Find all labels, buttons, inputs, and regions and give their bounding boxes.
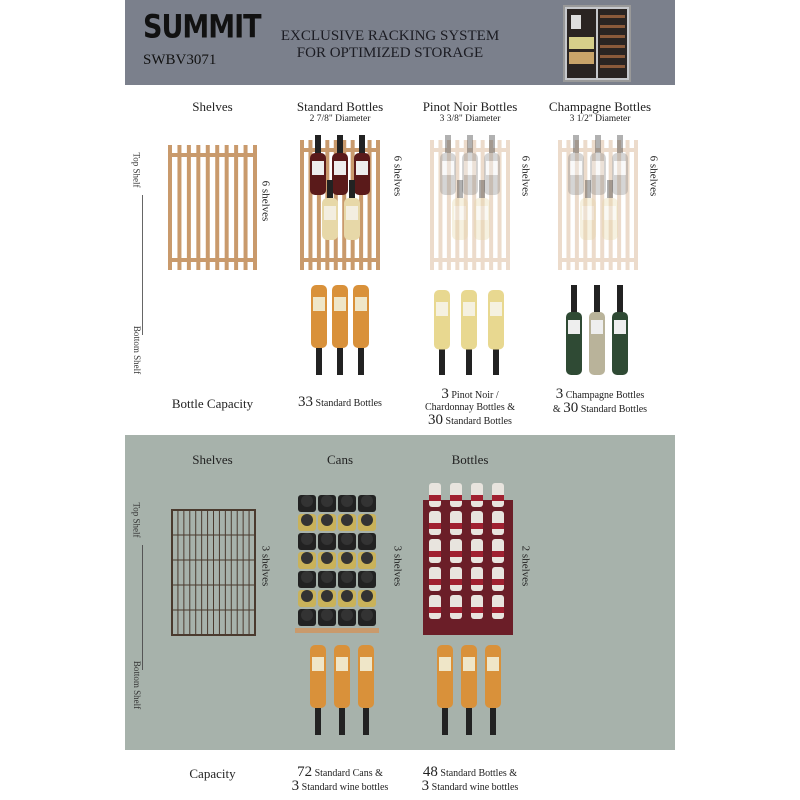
bottle-label <box>355 297 367 311</box>
column-title-shelves: Shelves <box>192 99 233 114</box>
bottle-body <box>358 645 374 708</box>
shelf-count: 6 shelves <box>647 155 660 197</box>
rack-rail <box>560 258 636 262</box>
bottle <box>437 645 453 735</box>
soda-label <box>471 579 483 585</box>
can-top <box>341 609 353 621</box>
rack-slat <box>300 140 304 270</box>
bottle-neck <box>585 180 591 198</box>
column-title-cans: Cans <box>327 452 353 467</box>
wood-rack <box>168 145 257 270</box>
can-top <box>341 552 353 564</box>
bottle-body <box>461 645 477 708</box>
soda-label <box>429 523 441 529</box>
bottle-neck <box>363 708 369 735</box>
bottle <box>488 290 504 375</box>
soda-label <box>450 579 462 585</box>
bottle-neck <box>337 135 343 153</box>
bottle <box>358 645 374 735</box>
can-top <box>341 590 353 602</box>
rack-slat <box>253 145 257 270</box>
bottle-label <box>487 657 499 671</box>
bottle-label <box>312 657 324 671</box>
can-top <box>301 571 313 583</box>
can-top <box>341 571 353 583</box>
count: 30 <box>563 400 579 416</box>
bottle <box>461 645 477 735</box>
bottle <box>311 285 327 375</box>
column-title-shelves: Shelves <box>192 452 233 467</box>
capacity-bottles <box>410 766 530 794</box>
text: Standard Bottles <box>580 404 648 415</box>
soda-label <box>471 495 483 501</box>
brand-logo: SUMMIT <box>143 8 261 47</box>
can-top <box>301 609 313 621</box>
headline <box>250 28 530 62</box>
bottle-label <box>360 657 372 671</box>
bottle-label <box>442 161 454 175</box>
can-top <box>321 590 333 602</box>
can-top <box>321 495 333 507</box>
bottle <box>461 290 477 375</box>
bottle-body <box>332 285 348 348</box>
bottle-neck <box>466 708 472 735</box>
count: 3 <box>291 778 300 794</box>
bottle-label <box>312 161 324 175</box>
bottle-label <box>591 320 603 334</box>
bottle-neck <box>466 350 472 376</box>
soda-label <box>471 607 483 613</box>
bottle-label <box>336 657 348 671</box>
bottle-label <box>570 161 582 175</box>
bottle-neck <box>467 135 473 153</box>
soda-label <box>429 551 441 557</box>
bottle-body <box>334 645 350 708</box>
bottle-neck <box>339 708 345 735</box>
beverage-capacity-label: Capacity <box>189 766 236 781</box>
rack-rail <box>170 153 255 157</box>
shelf-count: 6 shelves <box>259 180 272 222</box>
rack-slat <box>206 145 210 270</box>
rack-slat <box>168 145 172 270</box>
soda-label <box>429 495 441 501</box>
bottle-neck <box>573 135 579 153</box>
soda-label <box>471 523 483 529</box>
bottle-label <box>568 320 580 334</box>
subtitle: 3 3/8" Diameter <box>439 114 501 124</box>
bottle-neck <box>489 135 495 153</box>
bottle-label <box>324 206 336 220</box>
bottle <box>334 645 350 735</box>
bottom-shelf-label: Bottom Shelf <box>132 325 143 375</box>
bottle-neck <box>617 285 623 312</box>
bottle <box>332 285 348 375</box>
can-top <box>321 571 333 583</box>
soda-label <box>492 579 504 585</box>
bottle <box>566 285 582 375</box>
count: 33 <box>298 394 314 410</box>
bottle-body <box>434 290 450 350</box>
can-top <box>361 571 373 583</box>
soda-label <box>492 495 504 501</box>
soda-label <box>492 607 504 613</box>
capacity-champagne <box>540 388 660 416</box>
rack-rail <box>302 258 378 262</box>
text: Standard wine bottles <box>301 782 389 793</box>
bottle-neck <box>349 180 355 198</box>
rack-slat <box>187 145 191 270</box>
headline-line-1: EXCLUSIVE RACKING SYSTEM <box>280 28 500 44</box>
bottle-label <box>313 297 325 311</box>
can-rack-base <box>295 628 379 633</box>
can-top <box>361 552 373 564</box>
title: Pinot Noir Bottles <box>422 99 518 114</box>
bottle-label <box>463 657 475 671</box>
bottle-neck <box>358 348 364 375</box>
capacity-label: Bottle Capacity <box>171 396 254 411</box>
bottle-label <box>334 161 346 175</box>
bottle <box>353 285 369 375</box>
bottle-neck <box>359 135 365 153</box>
bottle-neck <box>442 708 448 735</box>
bottle-label <box>604 206 616 220</box>
shelf-count: 6 shelves <box>391 155 404 197</box>
can-top <box>301 552 313 564</box>
text: Pinot Noir / <box>451 390 499 401</box>
can-top <box>321 552 333 564</box>
headline-line-2: FOR OPTIMIZED STORAGE <box>296 45 484 61</box>
bottle <box>589 285 605 375</box>
bottle-label <box>346 206 358 220</box>
bottle <box>310 645 326 735</box>
bottle-neck <box>315 135 321 153</box>
bottle <box>434 290 450 375</box>
rack-slat <box>558 140 562 270</box>
bottle-neck <box>617 135 623 153</box>
bottle-label <box>439 657 451 671</box>
can-top <box>321 514 333 526</box>
bottle-label <box>614 320 626 334</box>
capacity-cans <box>280 766 400 794</box>
rack-slat <box>234 145 238 270</box>
bottle-body <box>353 285 369 348</box>
rack-slat <box>196 145 200 270</box>
can-top <box>301 590 313 602</box>
can-top <box>341 514 353 526</box>
bottle-label <box>614 161 626 175</box>
bottle-label <box>463 302 475 316</box>
text: Standard wine bottles <box>431 782 519 793</box>
text: Standard Cans & <box>314 768 383 779</box>
bottle-label <box>476 206 488 220</box>
bottle <box>485 645 501 735</box>
rack-slat <box>244 145 248 270</box>
rack-rail <box>170 258 255 262</box>
can-top <box>361 495 373 507</box>
count: 48 <box>422 764 438 780</box>
can-top <box>341 533 353 545</box>
text: Chardonnay Bottles & <box>425 402 515 413</box>
bottle-body <box>485 645 501 708</box>
soda-label <box>429 579 441 585</box>
capacity-pinot <box>410 388 530 428</box>
subtitle: 3 1/2" Diameter <box>569 114 631 124</box>
wine-rack-illustrations <box>125 85 675 435</box>
title: Champagne Bottles <box>548 99 652 114</box>
shelf-count: 6 shelves <box>519 155 532 197</box>
bottle-neck <box>595 135 601 153</box>
capacity-standard <box>285 396 395 410</box>
bottle-neck <box>479 180 485 198</box>
count: 30 <box>428 412 444 428</box>
bottle-neck <box>457 180 463 198</box>
shelf-count: 2 shelves <box>519 545 532 587</box>
bottle-label <box>334 297 346 311</box>
rack-slat <box>376 140 380 270</box>
soda-label <box>492 551 504 557</box>
count: 3 <box>421 778 430 794</box>
header-banner <box>125 0 675 85</box>
text: Standard Bottles <box>445 416 512 427</box>
top-shelf-label: Top Shelf <box>131 502 142 538</box>
bottle-neck <box>607 180 613 198</box>
can-top <box>341 495 353 507</box>
count: 72 <box>297 764 313 780</box>
top-shelf-label: Top Shelf <box>131 152 142 188</box>
bottle-label <box>486 161 498 175</box>
subtitle: 2 7/8" Diameter <box>309 114 371 124</box>
can-top <box>321 533 333 545</box>
bottle-body <box>311 285 327 348</box>
soda-label <box>450 551 462 557</box>
bottle-label <box>592 161 604 175</box>
bottle-body <box>310 645 326 708</box>
text: Standard Bottles <box>315 398 382 409</box>
text: Champagne Bottles <box>565 390 645 401</box>
count: 3 <box>555 386 564 402</box>
bottle-neck <box>327 180 333 198</box>
rack-slat <box>506 140 510 270</box>
can-top <box>321 609 333 621</box>
rack-slat <box>225 145 229 270</box>
title: Standard Bottles <box>296 99 384 114</box>
bottle-body <box>437 645 453 708</box>
text: & <box>552 404 561 415</box>
rack-rail <box>432 258 508 262</box>
bottle-neck <box>594 285 600 312</box>
bottle-label <box>454 206 466 220</box>
shelf-count: 3 shelves <box>391 545 404 587</box>
fridge-product-image <box>563 5 631 82</box>
wine-racking-section <box>125 85 675 435</box>
can-top <box>301 514 313 526</box>
bottle-label <box>356 161 368 175</box>
soda-label <box>492 523 504 529</box>
bottle-neck <box>316 348 322 375</box>
bottle-label <box>490 302 502 316</box>
bottle-label <box>464 161 476 175</box>
shelf-count: 3 shelves <box>259 545 272 587</box>
can-top <box>301 495 313 507</box>
rack-slat <box>634 140 638 270</box>
text: Standard Bottles & <box>440 768 518 779</box>
soda-label <box>450 523 462 529</box>
bottle-body <box>488 290 504 350</box>
rack-slat <box>215 145 219 270</box>
soda-label <box>450 607 462 613</box>
model-number: SWBV3071 <box>143 52 217 68</box>
bottle-neck <box>445 135 451 153</box>
bottle-neck <box>315 708 321 735</box>
column-title-bottles: Bottles <box>451 452 489 467</box>
fridge-illustration <box>565 7 629 80</box>
beverage-rack-illustrations <box>125 435 675 750</box>
bottle-neck <box>571 285 577 312</box>
bottle-neck <box>337 348 343 375</box>
bottom-shelf-label: Bottom Shelf <box>132 660 143 710</box>
soda-label <box>450 495 462 501</box>
soda-label <box>429 607 441 613</box>
can-top <box>361 609 373 621</box>
can-top <box>361 590 373 602</box>
soda-label <box>471 551 483 557</box>
can-top <box>361 533 373 545</box>
bottle-neck <box>439 350 445 376</box>
bottle-neck <box>490 708 496 735</box>
bottle-label <box>582 206 594 220</box>
bottle <box>612 285 628 375</box>
beverage-racking-section <box>125 435 675 750</box>
can-top <box>361 514 373 526</box>
bottle-neck <box>493 350 499 376</box>
count: 3 <box>441 386 449 402</box>
rack-slat <box>430 140 434 270</box>
rack-slat <box>177 145 181 270</box>
bottle-body <box>461 290 477 350</box>
bottle-label <box>436 302 448 316</box>
can-top <box>301 533 313 545</box>
